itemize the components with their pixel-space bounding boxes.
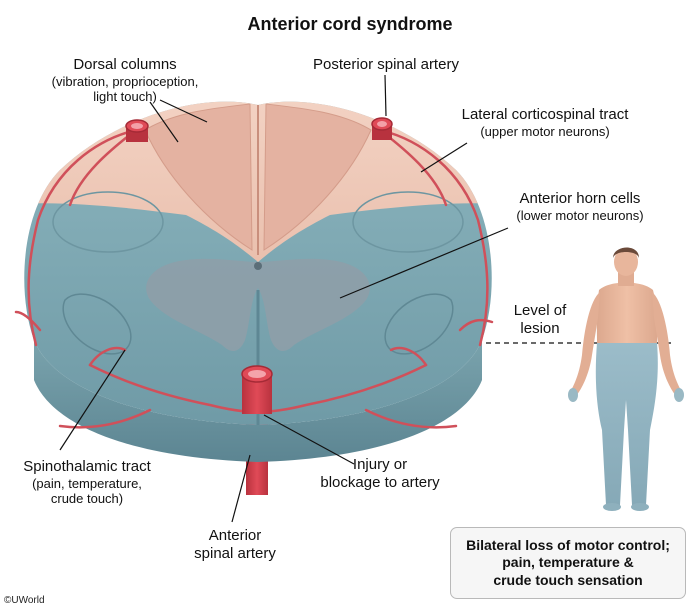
anterior-horn-title: Anterior horn cells xyxy=(519,190,641,207)
dorsal-columns-title: Dorsal columns xyxy=(73,56,177,73)
anterior-spinal-artery-line-1: Anterior xyxy=(208,527,262,544)
human-figure xyxy=(568,247,684,511)
label-level-of-lesion xyxy=(500,302,580,337)
injury-line-1: Injury or xyxy=(352,456,408,473)
label-anterior-spinal-artery xyxy=(180,527,290,562)
figure-torso xyxy=(597,283,657,344)
dorsal-columns-desc-1: (vibration, proprioception, xyxy=(51,73,199,89)
posterior-spinal-artery-title: Posterior spinal artery xyxy=(313,56,459,73)
figure-lower-body xyxy=(596,343,658,505)
spinothalamic-desc-1: (pain, temperature, xyxy=(32,475,142,491)
summary-line-3: crude touch sensation xyxy=(493,571,643,588)
injury-line-2: blockage to artery xyxy=(320,473,440,491)
anterior-spinal-artery-end xyxy=(242,366,272,414)
label-injury xyxy=(300,456,460,491)
label-anterior-horn xyxy=(490,190,670,223)
label-dorsal-columns xyxy=(20,56,230,104)
level-of-lesion-line-1: Level of xyxy=(513,302,567,319)
diagram-title: Anterior cord syndrome xyxy=(247,14,453,34)
label-lateral-corticospinal xyxy=(440,106,650,139)
posterior-spinal-artery-left xyxy=(126,120,148,142)
level-of-lesion-line-2: lesion xyxy=(520,319,560,337)
copyright: ©UWorld xyxy=(4,595,45,606)
central-canal xyxy=(254,262,262,270)
lateral-corticospinal-desc: (upper motor neurons) xyxy=(480,123,610,139)
anterior-spinal-artery-line-2: spinal artery xyxy=(194,544,276,562)
label-spinothalamic xyxy=(2,458,172,506)
summary-line-1: Bilateral loss of motor control; xyxy=(466,536,670,553)
posterior-spinal-artery-right xyxy=(372,118,392,140)
spinothalamic-desc-2: crude touch) xyxy=(50,491,124,507)
label-posterior-spinal-artery xyxy=(296,56,476,74)
spinothalamic-title: Spinothalamic tract xyxy=(23,458,151,475)
summary-line-2: pain, temperature & xyxy=(502,554,634,571)
lateral-corticospinal-title: Lateral corticospinal tract xyxy=(461,106,629,123)
anterior-horn-desc: (lower motor neurons) xyxy=(516,207,644,223)
dorsal-columns-desc-2: light touch) xyxy=(93,89,157,105)
summary-box xyxy=(450,527,686,599)
